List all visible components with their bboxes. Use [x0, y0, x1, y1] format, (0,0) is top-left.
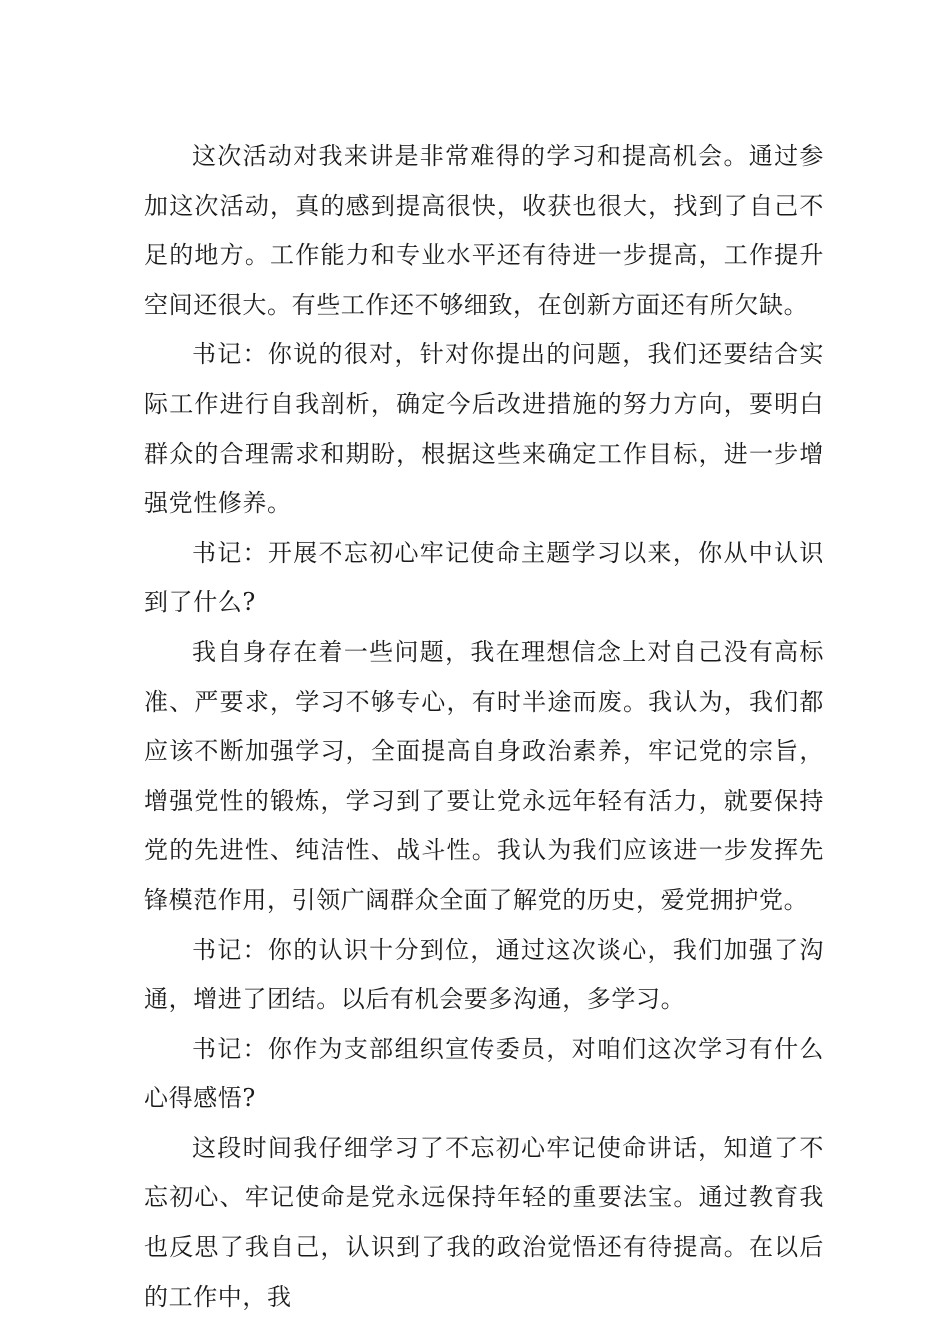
- paragraph-3: 书记：开展不忘初心牢记使命主题学习以来，你从中认识到了什么?: [144, 538, 824, 617]
- document-body: [144, 132, 824, 1322]
- paragraph-4: 我自身存在着一些问题，我在理想信念上对自己没有高标准、严要求，学习不够专心，有时半途而废。我认为，我们都应该不断加强学习，全面提高自身政治素养，牢记党的宗旨，增强党性的锻炼，学习到了要让党永远年轻有活力，就要保持党的先进性、纯洁性、战斗性。我认为我们应该进一步发挥先锋模范作用，引领广阔群众全面了解党的历史，爱党拥护党。: [144, 637, 824, 914]
- paragraph-6: 书记：你作为支部组织宣传委员，对咱们这次学习有什么心得感悟?: [144, 1034, 824, 1113]
- paragraph-1: 这次活动对我来讲是非常难得的学习和提高机会。通过参加这次活动，真的感到提高很快，收获也很大，找到了自己不足的地方。工作能力和专业水平还有待进一步提高，工作提升空间还很大。有些工作还不够细致，在创新方面还有所欠缺。: [144, 142, 824, 319]
- paragraph-5: 书记：你的认识十分到位，通过这次谈心，我们加强了沟通，增进了团结。以后有机会要多沟通，多学习。: [144, 935, 824, 1014]
- paragraph-7: 这段时间我仔细学习了不忘初心牢记使命讲话，知道了不忘初心、牢记使命是党永远保持年轻的重要法宝。通过教育我也反思了我自己，认识到了我的政治觉悟还有待提高。在以后的工作中，我: [144, 1133, 824, 1311]
- paragraph-2: 书记：你说的很对，针对你提出的问题，我们还要结合实际工作进行自我剖析，确定今后改进措施的努力方向，要明白群众的合理需求和期盼，根据这些来确定工作目标，进一步增强党性修养。: [144, 340, 824, 518]
